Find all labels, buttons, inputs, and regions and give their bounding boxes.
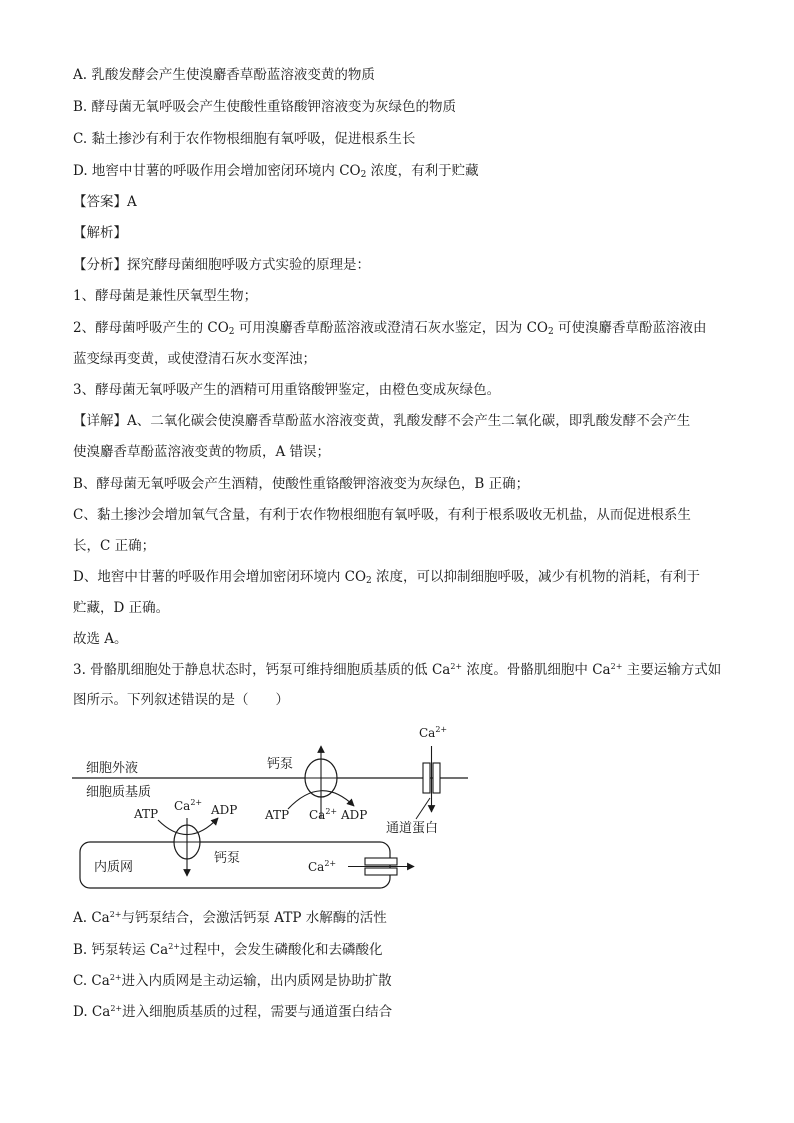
fenxi-point-1: 1、酵母菌是兼性厌氧型生物；: [73, 288, 258, 304]
conclusion: 故选 A。: [73, 631, 128, 647]
channel-ca-label: $Ca^{2+}$: [419, 725, 448, 740]
detail-a-cont: 使溴麝香草酚蓝溶液变黄的物质，A 错误；: [73, 444, 331, 460]
er-channel-top: [365, 858, 397, 865]
er-adp-label: ADP: [211, 803, 238, 817]
membrane-adp-label: ADP: [341, 808, 368, 822]
q3-option-c: C. $Ca^{2+}$进入内质网是主动运输，出内质网是协助扩散: [73, 973, 392, 989]
er-label: 内质网: [94, 860, 134, 875]
fenxi-point-2-cont: 蓝变绿再变黄，或使澄清石灰水变浑浊；: [73, 351, 316, 367]
detail-d: D、地窖中甘薯的呼吸作用会增加密闭环境内 $CO_2$ 浓度，可以抑制细胞呼吸，减少有机物的消耗，有利于: [73, 569, 701, 586]
extracellular-label: 细胞外液: [86, 761, 139, 776]
q2-option-a: A. 乳酸发酵会产生使溴麝香草酚蓝溶液变黄的物质: [73, 67, 375, 83]
detail-c: C、黏土掺沙会增加氧气含量，有利于农作物根细胞有氧呼吸，有利于根系吸收无机盐，从而促进根系生: [73, 507, 691, 523]
membrane-channel-left: [423, 763, 430, 793]
membrane-pump-label: 钙泵: [267, 757, 294, 772]
fenxi-point-3: 3、酵母菌无氧呼吸产生的酒精可用重铬酸钾鉴定，由橙色变成灰绿色。: [73, 382, 501, 398]
channel-pointer-line: [416, 798, 430, 819]
channel-protein-label: 通道蛋白: [386, 821, 439, 836]
q3-option-d: D. $Ca^{2+}$进入细胞质基质的过程，需要与通道蛋白结合: [73, 1004, 393, 1020]
er-ca-label: $Ca^{2+}$: [174, 798, 203, 813]
answer: [73, 192, 137, 212]
er-channel-bottom: [365, 868, 397, 875]
q3-stem-cont: 图所示。下列叙述错误的是（ ）: [73, 692, 289, 708]
er-channel-ca-label: $Ca^{2+}$: [308, 859, 337, 874]
fenxi-point-2: 2、酵母菌呼吸产生的 $CO_2$ 可用溴麝香草酚蓝溶液或澄清石灰水鉴定，因为 $CO_2$ 可使溴麝香草酚蓝溶液由: [73, 320, 707, 337]
cytoplasm-label: 细胞质基质: [86, 785, 152, 800]
q2-option-b: B. 酵母菌无氧呼吸会产生使酸性重铬酸钾溶液变为灰绿色的物质: [73, 99, 457, 115]
detail-d-cont: 贮藏，D 正确。: [73, 600, 170, 616]
detail-b: B、酵母菌无氧呼吸会产生酒精，使酸性重铬酸钾溶液变为灰绿色，B 正确；: [73, 476, 530, 492]
detail-a: 【详解】A、二氧化碳会使溴麝香草酚蓝水溶液变黄，乳酸发酵不会产生二氧化碳，即乳酸发酵不会产生: [73, 413, 691, 429]
membrane-atp-label: ATP: [265, 808, 290, 822]
membrane-channel-right: [433, 763, 440, 793]
analysis-label: 【解析】: [73, 225, 127, 241]
q2-option-d: D. 地窖中甘薯的呼吸作用会增加密闭环境内 $CO_2$ 浓度，有利于贮藏: [73, 163, 479, 180]
er-pump-label: 钙泵: [214, 851, 241, 866]
calcium-transport-diagram: [68, 722, 488, 897]
answer-label: 【答案】: [73, 194, 127, 210]
q3-option-b: B. 钙泵转运 $Ca^{2+}$过程中，会发生磷酸化和去磷酸化: [73, 942, 383, 958]
answer-value: A: [127, 194, 137, 210]
q3-stem: 3. 骨骼肌细胞处于静息状态时，钙泵可维持细胞质基质的低 $Ca^{2+}$ 浓度。骨骼肌细胞中 $Ca^{2+}$ 主要运输方式如: [73, 662, 722, 678]
q3-option-a: A. $Ca^{2+}$与钙泵结合，会激活钙泵 ATP 水解酶的活性: [73, 910, 387, 926]
membrane-ca-label: $Ca^{2+}$: [309, 807, 338, 822]
fenxi-intro: 【分析】探究酵母菌细胞呼吸方式实验的原理是：: [73, 257, 370, 273]
detail-c-cont: 长，C 正确；: [73, 538, 156, 554]
er-atp-label: ATP: [134, 807, 159, 821]
q2-option-c: C. 黏土掺沙有利于农作物根细胞有氧呼吸，促进根系生长: [73, 131, 416, 147]
